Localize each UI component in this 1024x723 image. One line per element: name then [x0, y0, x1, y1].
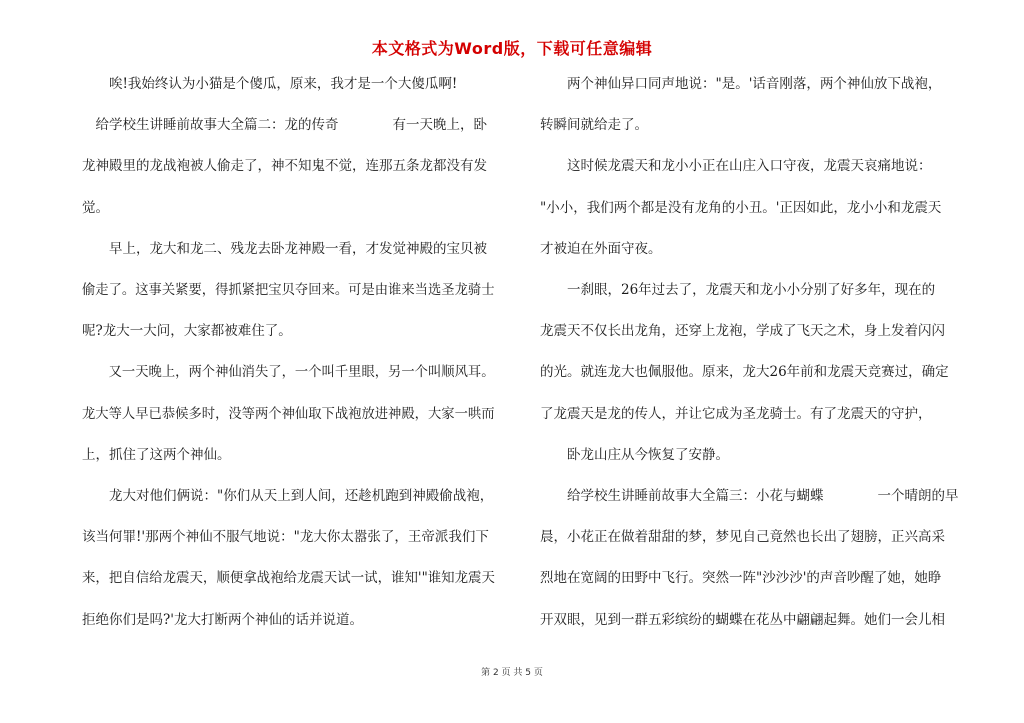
- paragraph-line: 呢?龙大一大问，大家都被难住了。: [82, 323, 292, 340]
- paragraph-line: 早上，龙大和龙二、残龙去卧龙神殿一看，才发觉神殿的宝贝被: [82, 240, 487, 257]
- paragraph-line: 两个神仙异口同声地说："是。'话音刚落，两个神仙放下战袍，: [540, 76, 942, 92]
- paragraph-line: 一刹眼，26年过去了，龙震天和龙小小分别了好多年，现在的: [540, 282, 936, 298]
- paragraph-line: 开双眼，见到一群五彩缤纷的蝴蝶在花丛中翩翩起舞。她们一会儿相: [540, 611, 945, 628]
- paragraph-line: 唉!我始终认为小猫是个傻瓜，原来，我才是一个大傻瓜啊!: [82, 76, 458, 92]
- paragraph-line: 来，把自信给龙震天，顺便拿战袍给龙震天试一试，谁知'"谁知龙震天: [82, 570, 495, 587]
- paragraph-line: 了龙震天是龙的传人，并让它成为圣龙骑士。有了龙震天的守护，: [540, 405, 932, 422]
- paragraph-line: 偷走了。这事关紧要，得抓紧把宝贝夺回来。可是由谁来当选圣龙骑士: [82, 282, 495, 298]
- paragraph-line: 觉。: [82, 199, 109, 216]
- paragraph-line: 卧龙山庄从今恢复了安静。: [540, 446, 729, 463]
- paragraph-line: 龙大等人早已恭候多时，没等两个神仙取下战袍放进神殿，大家一哄而: [82, 405, 495, 422]
- paragraph-line: 该当何罪!'那两个神仙不服气地说："龙大你太嚣张了，王帝派我们下: [82, 529, 489, 546]
- document-banner: 本文格式为Word版，下载可任意编辑: [371, 39, 653, 58]
- paragraph-line: 又一天晚上，两个神仙消失了，一个叫千里眼，另一个叫顺风耳。: [82, 364, 495, 381]
- paragraph-line: 这时候龙震天和龙小小正在山庄入口守夜，龙震天哀痛地说：: [540, 158, 932, 175]
- paragraph-line: 龙震天不仅长出龙角，还穿上龙袍，学成了飞天之术，身上发着闪闪: [540, 323, 945, 340]
- paragraph-line: 给学校生讲睡前故事大全篇三：小花与蝴蝶 一个晴朗的早: [540, 488, 959, 504]
- paragraph-line: 烈地在宽阔的田野中飞行。突然一阵"沙沙沙'的声音吵醒了她，她睁: [540, 570, 942, 587]
- paragraph-line: 晨，小花正在做着甜甜的梦，梦见自己竟然也长出了翅膀，正兴高采: [540, 529, 945, 546]
- paragraph-line: 上，抓住了这两个神仙。: [82, 446, 231, 463]
- paragraph-line: 龙大对他们俩说："你们从天上到人间，还趁机跑到神殿偷战袍，: [82, 488, 494, 504]
- paragraph-line: 的光。就连龙大也佩服他。原来，龙大26年前和龙震天竞赛过，确定: [540, 364, 949, 381]
- paragraph-line: 拒绝你们是吗?'龙大打断两个神仙的话并说道。: [82, 611, 363, 628]
- paragraph-line: 转瞬间就给走了。: [540, 117, 648, 134]
- paragraph-line: "小小，我们两个都是没有龙角的小丑。'正因如此，龙小小和龙震天: [540, 199, 942, 216]
- paragraph-line: 给学校生讲睡前故事大全篇二：龙的传奇 有一天晚上，卧: [82, 117, 487, 134]
- paragraph-line: 才被迫在外面守夜。: [540, 240, 662, 257]
- page-number: 第 2 页 共 5 页: [481, 668, 543, 678]
- paragraph-line: 龙神殿里的龙战袍被人偷走了，神不知鬼不觉，连那五条龙都没有发: [82, 158, 487, 175]
